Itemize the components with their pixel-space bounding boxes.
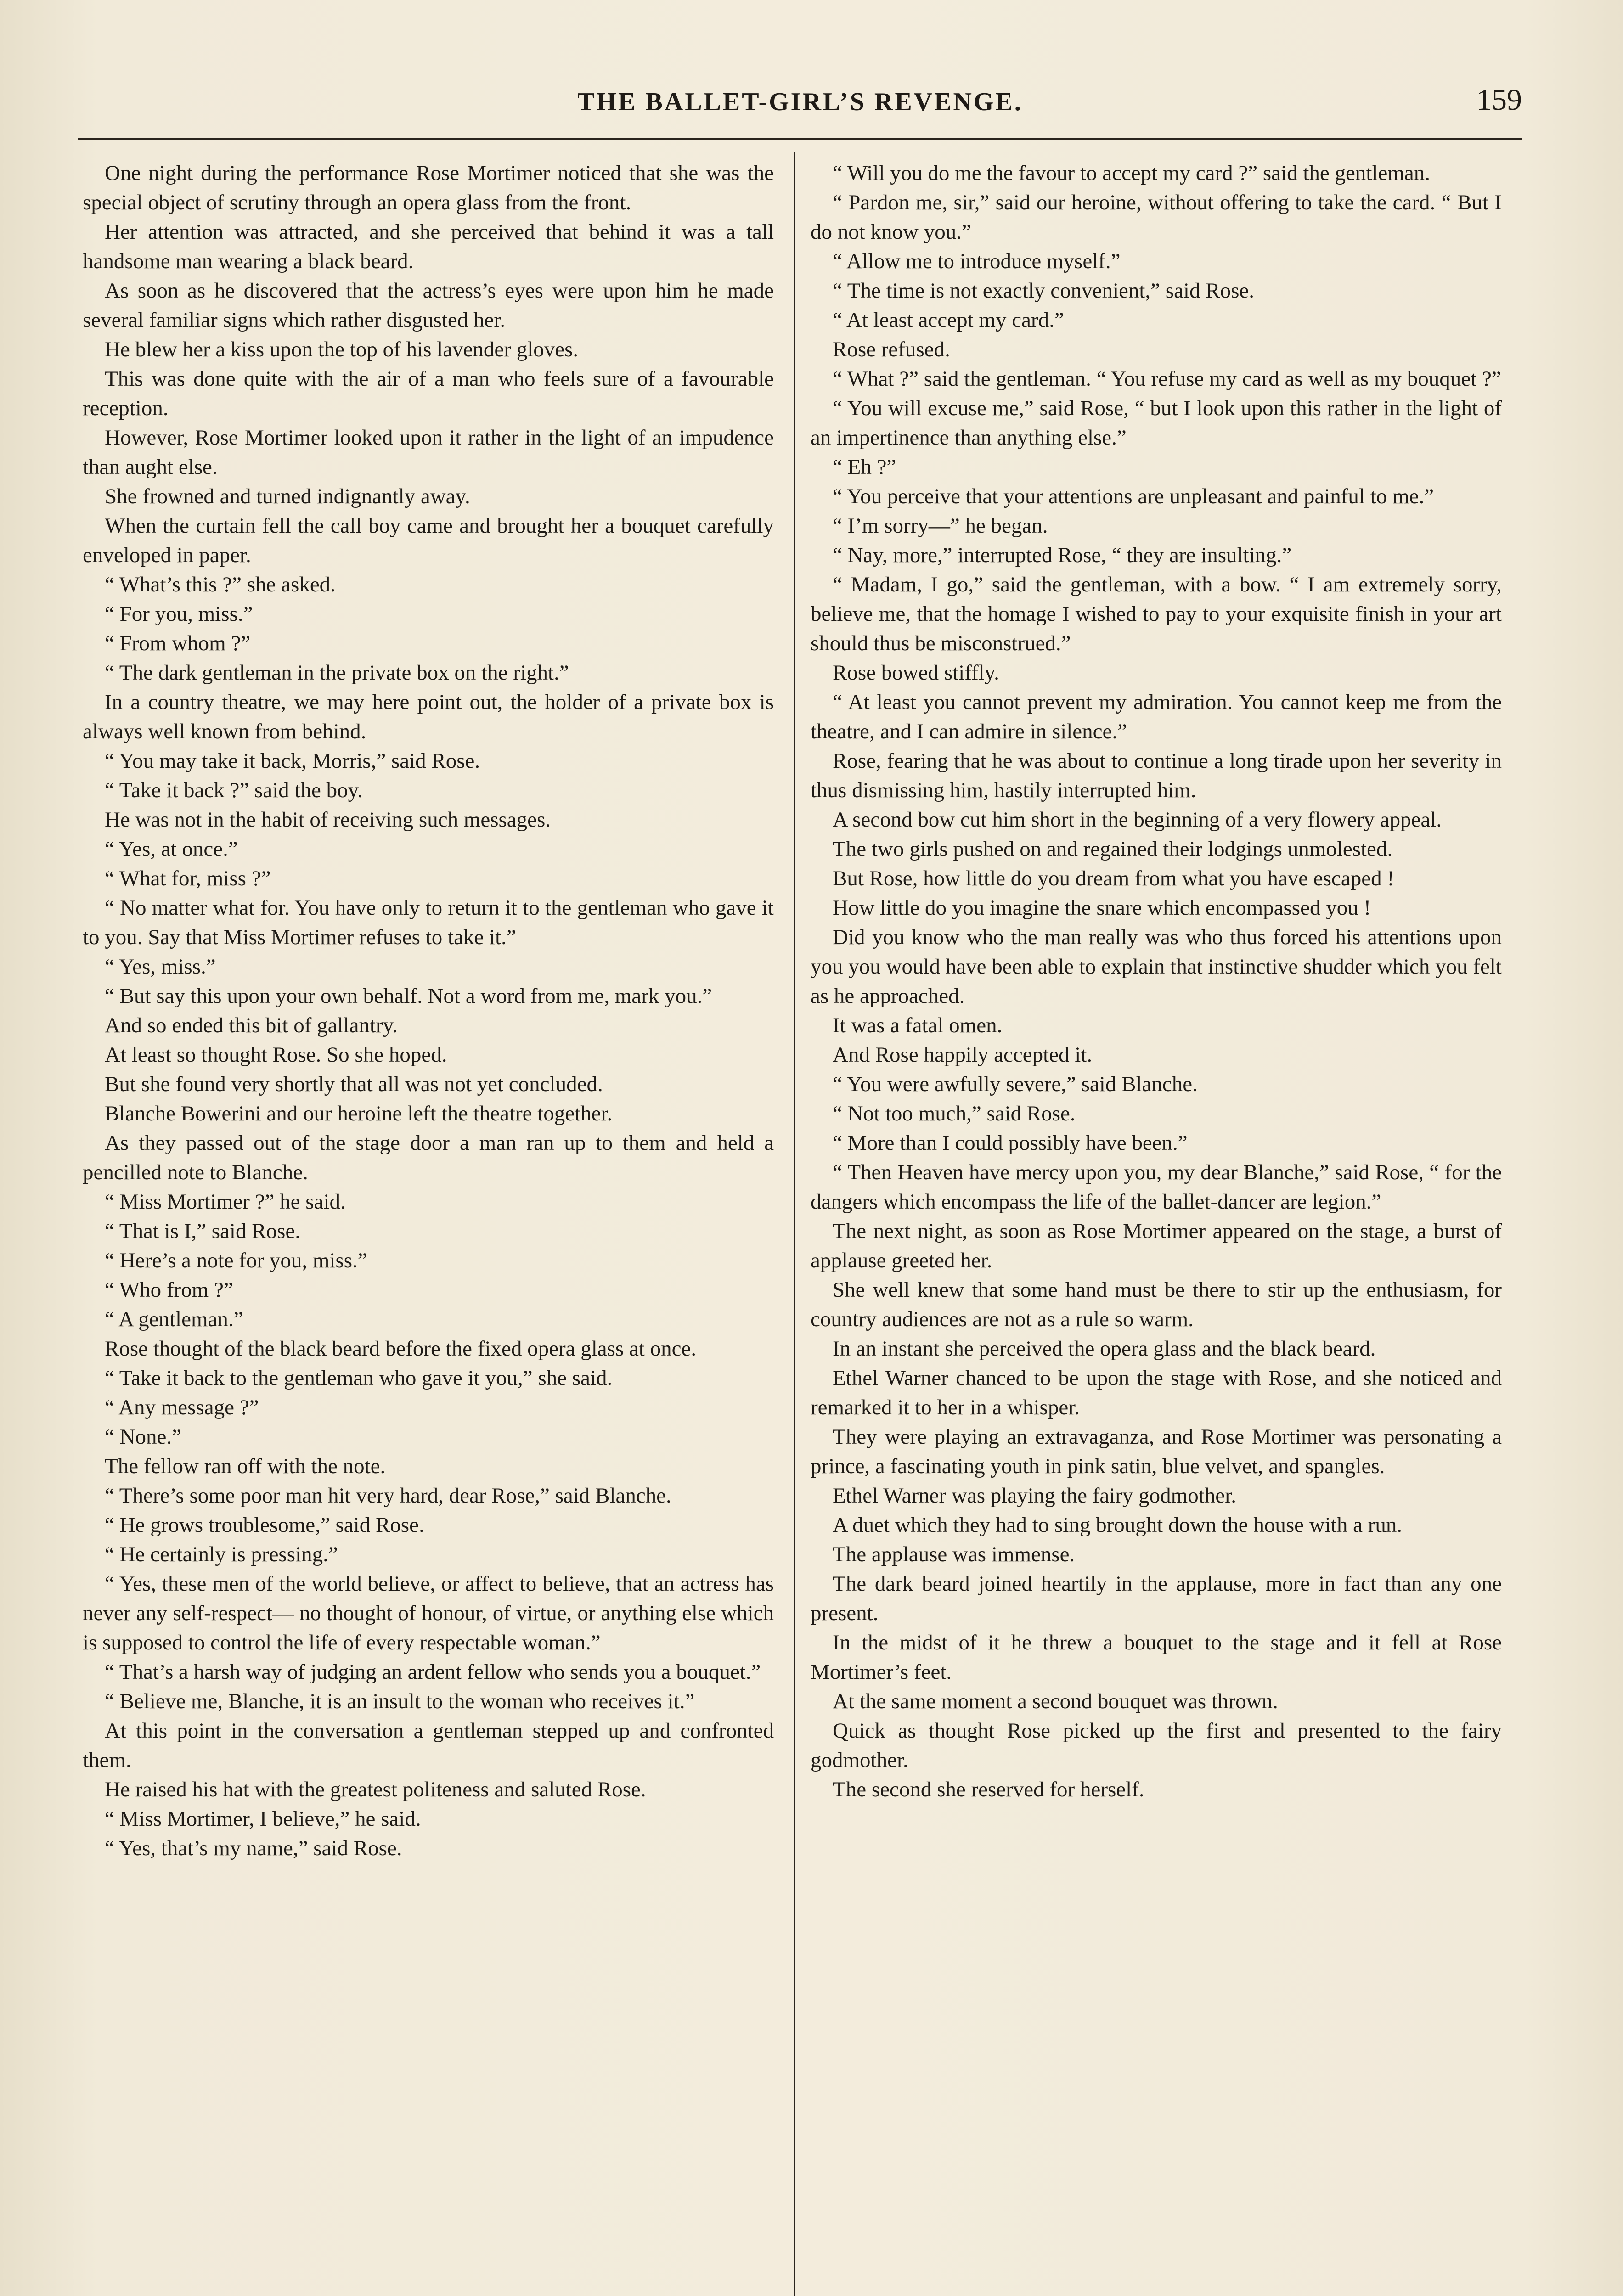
paragraph: “ Miss Mortimer ?” he said. [105,1190,346,1214]
paragraph: One night during the performance Rose Mortimer noticed that she was the special object of scrutiny through an opera glass from the front. [83,161,774,214]
paragraph: This was done quite with the air of a man who feels sure of a favourable reception. [83,367,774,420]
paragraph: “ Pardon me, sir,” said our heroine, without offering to take the card. “ But I do not know you.” [811,191,1502,244]
paragraph: “ A gentleman.” [105,1307,243,1331]
paragraph: “ Will you do me the favour to accept my card ?” said the gentleman. [833,161,1431,185]
right-text-column [811,158,1502,2296]
paragraph: The applause was immense. [833,1542,1075,1566]
paragraph: “ More than I could possibly have been.” [833,1131,1188,1155]
paragraph: The second she reserved for herself. [833,1778,1144,1801]
paragraph: “ Nay, more,” interrupted Rose, “ they are insulting.” [833,543,1292,567]
paragraph: At this point in the conversation a gentleman stepped up and confronted them. [83,1719,774,1772]
paragraph: “ Not too much,” said Rose. [833,1102,1076,1125]
paragraph: “ Who from ?” [105,1278,233,1302]
paragraph: A duet which they had to sing brought down the house with a run. [833,1513,1403,1537]
paragraph: “ None.” [105,1425,182,1449]
paragraph: “ Yes, these men of the world believe, or affect to believe, that an actress has never any self-respect— no thought of honour, of virtue, or anything else which is supposed to control the life of every respectable woman.” [83,1572,774,1654]
paragraph: They were playing an extravaganza, and Rose Mortimer was personating a prince, a fascinating youth in pink satin, blue velvet, and spangles. [811,1425,1502,1478]
paragraph: Rose refused. [833,338,950,361]
paragraph: “ What’s this ?” she asked. [105,573,336,597]
paragraph: A second bow cut him short in the beginning of a very flowery appeal. [833,808,1442,832]
paragraph: “ He grows troublesome,” said Rose. [105,1513,424,1537]
paragraph: “ What ?” said the gentleman. “ You refuse my card as well as my bouquet ?” [833,367,1501,391]
paragraph: “ The time is not exactly convenient,” said Rose. [833,279,1254,303]
paragraph: As they passed out of the stage door a man ran up to them and held a pencilled note to Blanche. [83,1131,774,1184]
paragraph: In the midst of it he threw a bouquet to the stage and it fell at Rose Mortimer’s feet. [811,1631,1502,1684]
paragraph: He was not in the habit of receiving such messages. [105,808,551,832]
paragraph: “ Madam, I go,” said the gentleman, with a bow. “ I am extremely sorry, believe me, that the homage I wished to pay to your exquisite finish in your art should thus be misconstrued.” [811,573,1502,655]
paragraph: “ Believe me, Blanche, it is an insult to the woman who receives it.” [105,1689,695,1713]
paragraph: The next night, as soon as Rose Mortimer appeared on the stage, a burst of applause greeted her. [811,1219,1502,1272]
paragraph: The dark beard joined heartily in the applause, more in fact than any one present. [811,1572,1502,1625]
paragraph: “ Take it back ?” said the boy. [105,778,363,802]
paragraph: In an instant she perceived the opera glass and the black beard. [833,1337,1376,1361]
paragraph: However, Rose Mortimer looked upon it rather in the light of an impudence than aught else. [83,426,774,479]
paragraph: At the same moment a second bouquet was thrown. [833,1689,1278,1713]
paragraph: “ Eh ?” [833,455,896,479]
paragraph: Quick as thought Rose picked up the first and presented to the fairy godmother. [811,1719,1502,1772]
paragraph: It was a fatal omen. [833,1013,1003,1037]
column-divider [794,152,795,2296]
paragraph: “ At least you cannot prevent my admiration. You cannot keep me from the theatre, and I can admire in silence.” [811,690,1502,743]
paragraph: He raised his hat with the greatest politeness and saluted Rose. [105,1778,646,1801]
paragraph: Rose thought of the black beard before the fixed opera glass at once. [105,1337,697,1361]
paragraph: “ I’m sorry—” he began. [833,514,1048,538]
paragraph: But she found very shortly that all was not yet concluded. [105,1072,603,1096]
paragraph: At least so thought Rose. So she hoped. [105,1043,447,1067]
paragraph: “ Any message ?” [105,1396,259,1419]
paragraph: As soon as he discovered that the actress’s eyes were upon him he made several familiar signs which rather disgusted her. [83,279,774,332]
paragraph: “ There’s some poor man hit very hard, dear Rose,” said Blanche. [105,1484,671,1508]
paragraph: Rose, fearing that he was about to continue a long tirade upon her severity in thus dismissing him, hastily interrupted him. [811,749,1502,802]
paragraph: “ Yes, at once.” [105,837,238,861]
paragraph: And Rose happily accepted it. [833,1043,1093,1067]
paragraph: “ You were awfully severe,” said Blanche. [833,1072,1198,1096]
paragraph: “ What for, miss ?” [105,867,271,890]
paragraph: “ Yes, miss.” [105,955,216,979]
paragraph: She well knew that some hand must be there to stir up the enthusiasm, for country audiences are not as a rule so warm. [811,1278,1502,1331]
paragraph: Did you know who the man really was who thus forced his attentions upon you you would have been able to explain that instinctive shudder which you felt as he approached. [811,925,1502,1008]
paragraph: “ Then Heaven have mercy upon you, my dear Blanche,” said Rose, “ for the dangers which encompass the life of the ballet-dancer are legion.” [811,1160,1502,1214]
paragraph: “ You will excuse me,” said Rose, “ but I look upon this rather in the light of an impertinence than anything else.” [811,396,1502,450]
paragraph: When the curtain fell the call boy came and brought her a bouquet carefully enveloped in paper. [83,514,774,567]
paragraph: And so ended this bit of gallantry. [105,1013,398,1037]
paragraph: “ But say this upon your own behalf. Not a word from me, mark you.” [105,984,712,1008]
paragraph: She frowned and turned indignantly away. [105,484,470,508]
running-title: THE BALLET-GIRL’S REVENGE. [577,88,1023,116]
paragraph: “ Yes, that’s my name,” said Rose. [105,1836,402,1860]
paragraph: “ Miss Mortimer, I believe,” he said. [105,1807,421,1831]
paragraph: In a country theatre, we may here point out, the holder of a private box is always well known from behind. [83,690,774,743]
paragraph: How little do you imagine the snare which encompassed you ! [833,896,1371,920]
paragraph: He blew her a kiss upon the top of his lavender gloves. [105,338,579,361]
left-text-column [83,158,774,2296]
paragraph: “ From whom ?” [105,631,251,655]
paragraph: “ At least accept my card.” [833,308,1064,332]
page-header [78,69,1522,140]
paragraph: “ You perceive that your attentions are unpleasant and painful to me.” [833,484,1434,508]
paragraph: “ For you, miss.” [105,602,253,626]
paragraph: “ That’s a harsh way of judging an ardent fellow who sends you a bouquet.” [105,1660,761,1684]
paragraph: “ Allow me to introduce myself.” [833,249,1121,273]
paragraph: Blanche Bowerini and our heroine left the theatre together. [105,1102,613,1125]
paragraph: “ The dark gentleman in the private box on the right.” [105,661,569,685]
paragraph: “ No matter what for. You have only to return it to the gentleman who gave it to you. Say that Miss Mortimer refuses to take it.” [83,896,774,949]
paragraph: “ That is I,” said Rose. [105,1219,300,1243]
paragraph: “ He certainly is pressing.” [105,1542,338,1566]
paragraph: “ Take it back to the gentleman who gave it you,” she said. [105,1366,613,1390]
paragraph: But Rose, how little do you dream from what you have escaped ! [833,867,1395,890]
page-number: 159 [1476,83,1522,117]
paragraph: “ You may take it back, Morris,” said Rose. [105,749,480,773]
paragraph: Rose bowed stiffly. [833,661,999,685]
paragraph: Ethel Warner was playing the fairy godmother. [833,1484,1236,1508]
paragraph: The fellow ran off with the note. [105,1454,386,1478]
paragraph: The two girls pushed on and regained their lodgings unmolested. [833,837,1393,861]
paragraph: “ Here’s a note for you, miss.” [105,1249,367,1272]
paragraph: Her attention was attracted, and she perceived that behind it was a tall handsome man wearing a black beard. [83,220,774,273]
paragraph: Ethel Warner chanced to be upon the stage with Rose, and she noticed and remarked it to her in a whisper. [811,1366,1502,1419]
